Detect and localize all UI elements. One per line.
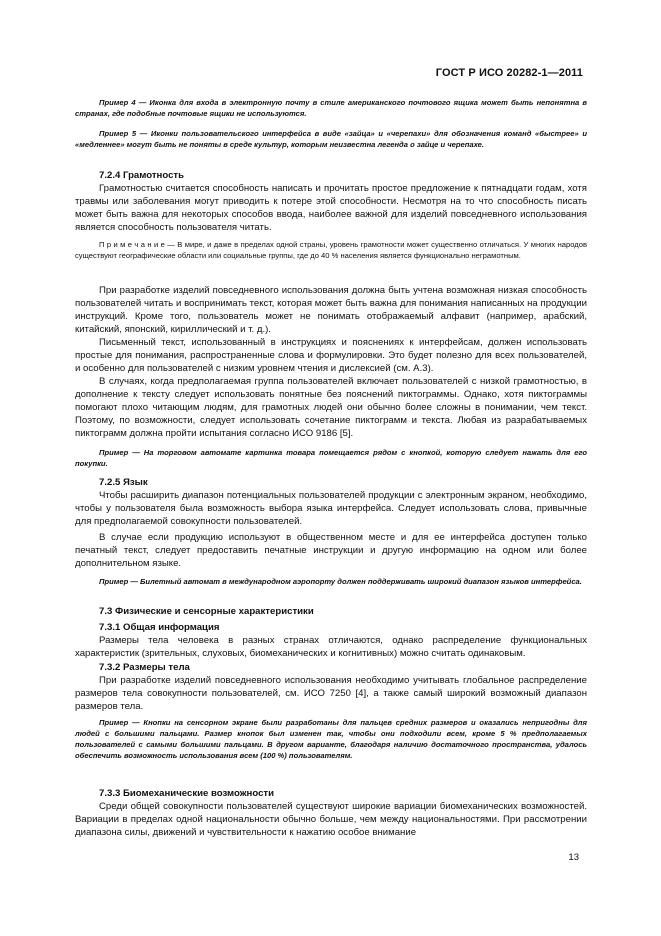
- section-7-3-1-heading: 7.3.1 Общая информация: [99, 622, 220, 633]
- example-ticket: Пример — Билетный автомат в международном аэропорту должен поддерживать широкий диапазон языков интерфейса.: [99, 577, 582, 586]
- example-5: Пример 5 — Иконки пользовательского интерфейса в виде «зайца» и «черепахи» для обозначения команд «быстрее» и «медленнее» могут быть не поняты в среде культур, которым неизвестна легенда о зайце и черепахе.: [75, 129, 587, 149]
- note-literacy: [75, 239, 587, 261]
- paragraph-general-info: Размеры тела человека в разных странах отличаются, однако распределение функциональных характеристик (зрительных, слуховых, биомеханических и когнитивных) можно считать одинаковым.: [75, 635, 587, 659]
- section-7-3-heading: 7.3 Физические и сенсорные характеристики: [99, 606, 314, 617]
- paragraph-body-sizes: При разработке изделий повседневного использования необходимо учитывать глобальное распределение размеров тела совокупности пользователей, см. ИСО 7250 [4], а также самый широкий возможный диапазон размеров тела.: [75, 675, 587, 712]
- document-id: ГОСТ Р ИСО 20282-1—2011: [435, 67, 583, 79]
- section-7-2-4-heading: 7.2.4 Грамотность: [99, 170, 185, 181]
- note-label: П р и м е ч а н и е: [99, 240, 165, 249]
- example-touchscreen: Пример — Кнопки на сенсорном экране были разработаны для пальцев средних размеров и оказались непригодны для людей с большими пальцами. Размер кнопок был изменен так, чтобы они подходили всем, кроме 5 % предполагаемых пользователей с самыми большими пальцами. В другом варианте, благодаря наличию достаточного пространства, удалось обеспечить возможность использования всем (100 %) пользователям.: [75, 718, 587, 760]
- page-number: 13: [568, 852, 579, 863]
- example-4: Пример 4 — Иконка для входа в электронную почту в стиле американского почтового ящика может быть непонятна в странах, где подобные почтовые ящики не используются.: [75, 98, 587, 118]
- section-7-3-3-heading: 7.3.3 Биомеханические возможности: [99, 788, 275, 799]
- example-vending: Пример — На торговом автомате картинка товара помещается рядом с кнопкой, которую следует нажать для его покупки.: [75, 448, 587, 468]
- paragraph-low-literacy: При разработке изделий повседневного использования должна быть учтена возможная низкая способность пользователей читать и воспринимать текст, которая может быть важна для понимания написанных на продукции инструкций. Кроме того, пользователь может не понимать отображаемый алфавит (например, арабский, китайский, японский, кириллический и т. д.).: [75, 285, 587, 335]
- section-7-3-2-heading: 7.3.2 Размеры тела: [99, 662, 190, 673]
- note-text: — В мире, и даже в пределах одной страны, уровень грамотности может существенно отличаться. У многих народов существуют географические области или социальные группы, где до 40 % населения является функционально неграмотным.: [75, 240, 587, 260]
- section-7-2-5-heading: 7.2.5 Язык: [99, 477, 148, 488]
- paragraph-language: Чтобы расширить диапазон потенциальных пользователей продукции с электронным экраном, необходимо, чтобы у пользователя была возможность выбора языка интерфейса. Следует использовать слова, привычные для предполагаемой совокупности пользователей.: [75, 490, 587, 527]
- paragraph-literacy: Грамотностью считается способность написать и прочитать простое предложение к пятнадцати годам, хотя травмы или заболевания могут приводить к потере этой способности. Несмотря на то что способность писать может быть важна для некоторых способов ввода, наиболее важной для изделий повседневного использования является способность пользователя читать.: [75, 183, 587, 233]
- paragraph-public-place: В случае если продукцию используют в общественном месте и для ее интерфейса доступен только печатный текст, следует предоставить печатные инструкции и другую информацию на одном или более дополнительном языке.: [75, 532, 587, 569]
- paragraph-biomechanics: Среди общей совокупности пользователей существуют широкие вариации биомеханических возможностей. Вариации в пределах одной национальности обычно больше, чем между национальностями. При рассмотрении диапазона силы, движений и чувствительности к нажатию особое внимание: [75, 801, 587, 838]
- paragraph-pictograms: В случаях, когда предполагаемая группа пользователей включает пользователей с низкой грамотностью, в дополнение к тексту следует использовать понятные без пояснений пиктограммы. Однако, хотя пиктограммы помогают плохо читающим людям, для грамотных людей они обычно более сложны в понимании, чем текст. Поэтому, по возможности, следует использовать сочетание пиктограмм и текста. Любая из разрабатываемых пиктограмм должна пройти испытания согласно ИСО 9186 [5].: [75, 376, 587, 439]
- paragraph-written-text: Письменный текст, использованный в инструкциях и пояснениях к интерфейсам, должен использовать простые для понимания, распространенные слова и формулировки. Это будет полезно для всех пользователей, и особенно для пользователей с низким уровнем чтения и дислексией (см. А.3).: [75, 337, 587, 374]
